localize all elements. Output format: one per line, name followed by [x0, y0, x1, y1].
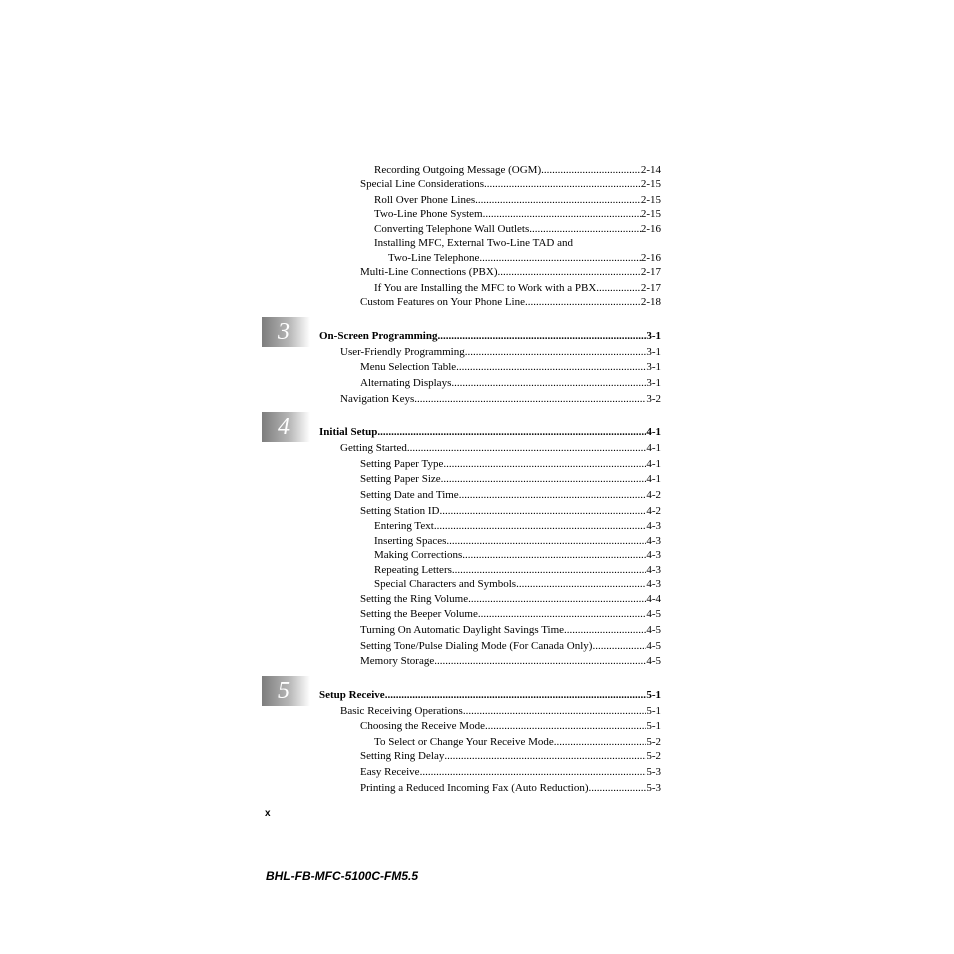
- toc-entry-page: 2-15: [640, 194, 661, 206]
- toc-entry-page: 5-1: [646, 689, 661, 701]
- toc-entry[interactable]: [374, 736, 661, 749]
- toc-entry[interactable]: [360, 361, 661, 374]
- toc-entry[interactable]: [360, 640, 661, 653]
- toc-entry-title: Making Corrections: [374, 549, 463, 561]
- toc-entry-title: Setting Tone/Pulse Dialing Mode (For Canada Only): [360, 640, 593, 652]
- toc-entry-page: 5-2: [646, 736, 661, 748]
- toc-chapter-entry[interactable]: [319, 330, 661, 343]
- toc-entry-page: 5-1: [646, 705, 661, 717]
- toc-entry-title: Basic Receiving Operations: [340, 705, 463, 717]
- toc-entry[interactable]: [388, 252, 661, 265]
- toc-entry[interactable]: [360, 782, 661, 795]
- toc-entry-page: 3-1: [646, 361, 661, 373]
- toc-entry[interactable]: [374, 520, 661, 533]
- toc-entry-title: Setting Ring Delay: [360, 750, 445, 762]
- toc-entry[interactable]: [360, 266, 661, 279]
- toc-entry-title: Two-Line Telephone: [388, 252, 480, 264]
- toc-entry-page: 2-14: [640, 164, 661, 176]
- toc-entry-title: If You are Installing the MFC to Work with a PBX: [374, 282, 597, 294]
- toc-entry[interactable]: [360, 750, 661, 763]
- chapter-4-badge: [262, 412, 310, 442]
- toc-entry[interactable]: [360, 766, 661, 779]
- toc-entry[interactable]: [374, 535, 661, 548]
- toc-entry-page: 4-1: [646, 442, 661, 454]
- toc-entry[interactable]: [374, 194, 661, 207]
- toc-entry[interactable]: [360, 608, 661, 621]
- toc-entry-page: 5-2: [646, 750, 661, 762]
- toc-entry[interactable]: [360, 178, 661, 191]
- chapter-3-badge: [262, 317, 310, 347]
- toc-entry-page: 4-1: [646, 473, 661, 485]
- toc-entry-page: 5-3: [646, 766, 661, 778]
- chapter-number: 4: [278, 414, 290, 440]
- toc-entry-title: Alternating Displays: [360, 377, 452, 389]
- toc-entry[interactable]: [360, 505, 661, 518]
- toc-entry-title: Special Line Considerations: [360, 178, 485, 190]
- toc-entry-page: 4-1: [646, 458, 661, 470]
- toc-entry-page: 4-3: [646, 564, 661, 576]
- toc-entry[interactable]: [360, 655, 661, 668]
- toc-entry-title: Recording Outgoing Message (OGM): [374, 164, 542, 176]
- toc-entry-title: User-Friendly Programming: [340, 346, 465, 358]
- toc-entry-title: Setting the Beeper Volume: [360, 608, 478, 620]
- toc-entry-title: Printing a Reduced Incoming Fax (Auto Reduction): [360, 782, 589, 794]
- toc-entry[interactable]: [340, 346, 661, 359]
- toc-entry-page: 4-1: [646, 426, 661, 438]
- toc-entry-title: Setting Date and Time: [360, 489, 459, 501]
- toc-entry-page: 2-17: [640, 266, 661, 278]
- toc-entry-page: 4-5: [646, 655, 661, 667]
- toc-entry-title: Inserting Spaces: [374, 535, 447, 547]
- toc-entry-title: Turning On Automatic Daylight Savings Time: [360, 624, 565, 636]
- toc-entry[interactable]: [340, 393, 661, 406]
- toc-entry-page: 5-3: [646, 782, 661, 794]
- toc-entry[interactable]: [360, 296, 661, 309]
- toc-entry-title: Setting Paper Size: [360, 473, 441, 485]
- toc-entry-page: 2-15: [640, 208, 661, 220]
- toc-entry[interactable]: [374, 549, 661, 562]
- toc-entry[interactable]: [360, 377, 661, 390]
- toc-entry-title: Converting Telephone Wall Outlets: [374, 223, 530, 235]
- toc-entry-title: Roll Over Phone Lines: [374, 194, 476, 206]
- toc-entry-title: Choosing the Receive Mode: [360, 720, 485, 732]
- toc-chapter-entry[interactable]: [319, 689, 661, 702]
- toc-entry-title: Initial Setup: [319, 426, 378, 438]
- toc-entry-title: Multi-Line Connections (PBX): [360, 266, 498, 278]
- toc-entry[interactable]: [360, 624, 661, 637]
- toc-entry-page: 4-4: [646, 593, 661, 605]
- toc-entry[interactable]: [374, 578, 661, 591]
- toc-entry[interactable]: [360, 593, 661, 606]
- toc-entry-page: 4-5: [646, 624, 661, 636]
- toc-entry-page: 5-1: [646, 720, 661, 732]
- toc-entry[interactable]: [360, 720, 661, 733]
- page-number: x: [265, 808, 271, 819]
- chapter-number: 5: [278, 678, 290, 704]
- toc-entry-title: Installing MFC, External Two-Line TAD and: [374, 237, 573, 249]
- toc-entry-title: On-Screen Programming: [319, 330, 438, 342]
- chapter-number: 3: [278, 319, 290, 345]
- toc-entry-page: 4-2: [646, 489, 661, 501]
- toc-entry[interactable]: [374, 564, 661, 577]
- toc-entry-title: Memory Storage: [360, 655, 435, 667]
- toc-entry-title: Setting Station ID: [360, 505, 440, 517]
- toc-entry-page: 3-2: [646, 393, 661, 405]
- toc-entry-page: 3-1: [646, 330, 661, 342]
- toc-entry-page: 4-3: [646, 578, 661, 590]
- toc-entry[interactable]: [360, 473, 661, 486]
- toc-entry-page: 2-15: [640, 178, 661, 190]
- toc-entry-title: Menu Selection Table: [360, 361, 457, 373]
- toc-entry-title: Setup Receive: [319, 689, 385, 701]
- chapter-5-badge: [262, 676, 310, 706]
- toc-entry[interactable]: [340, 442, 661, 455]
- toc-entry-title: Setting the Ring Volume: [360, 593, 469, 605]
- toc-entry[interactable]: [374, 282, 661, 295]
- toc-entry[interactable]: [340, 705, 661, 718]
- toc-entry-page: 2-18: [640, 296, 661, 308]
- toc-entry-page: 2-16: [640, 223, 661, 235]
- toc-entry-page: 2-17: [640, 282, 661, 294]
- toc-entry-page: 3-1: [646, 346, 661, 358]
- toc-entry-title: Two-Line Phone System: [374, 208, 483, 220]
- toc-entry-page: 4-5: [646, 640, 661, 652]
- toc-entry-title: Setting Paper Type: [360, 458, 444, 470]
- toc-entry[interactable]: [360, 458, 661, 471]
- toc-entry[interactable]: [360, 489, 661, 502]
- toc-entry-title: Special Characters and Symbols: [374, 578, 517, 590]
- toc-entry[interactable]: [374, 208, 661, 221]
- toc-entry-title: Navigation Keys: [340, 393, 415, 405]
- toc-entry[interactable]: [374, 223, 661, 236]
- toc-entry-page: 3-1: [646, 377, 661, 389]
- toc-entry[interactable]: [374, 164, 661, 177]
- toc-entry-page: 4-3: [646, 549, 661, 561]
- toc-entry-title: Entering Text: [374, 520, 434, 532]
- toc-entry-title: Getting Started: [340, 442, 407, 454]
- toc-entry-page: 4-3: [646, 535, 661, 547]
- toc-entry-title: Repeating Letters: [374, 564, 452, 576]
- toc-entry-page: 2-16: [640, 252, 661, 264]
- toc-entry-page: 4-5: [646, 608, 661, 620]
- toc-entry-title: Easy Receive: [360, 766, 420, 778]
- document-footer: BHL-FB-MFC-5100C-FM5.5: [266, 869, 419, 883]
- toc-entry-page: 4-2: [646, 505, 661, 517]
- toc-entry-title: Custom Features on Your Phone Line: [360, 296, 525, 308]
- toc-chapter-entry[interactable]: [319, 426, 661, 439]
- toc-entry-title: To Select or Change Your Receive Mode: [374, 736, 554, 748]
- toc-entry-page: 4-3: [646, 520, 661, 532]
